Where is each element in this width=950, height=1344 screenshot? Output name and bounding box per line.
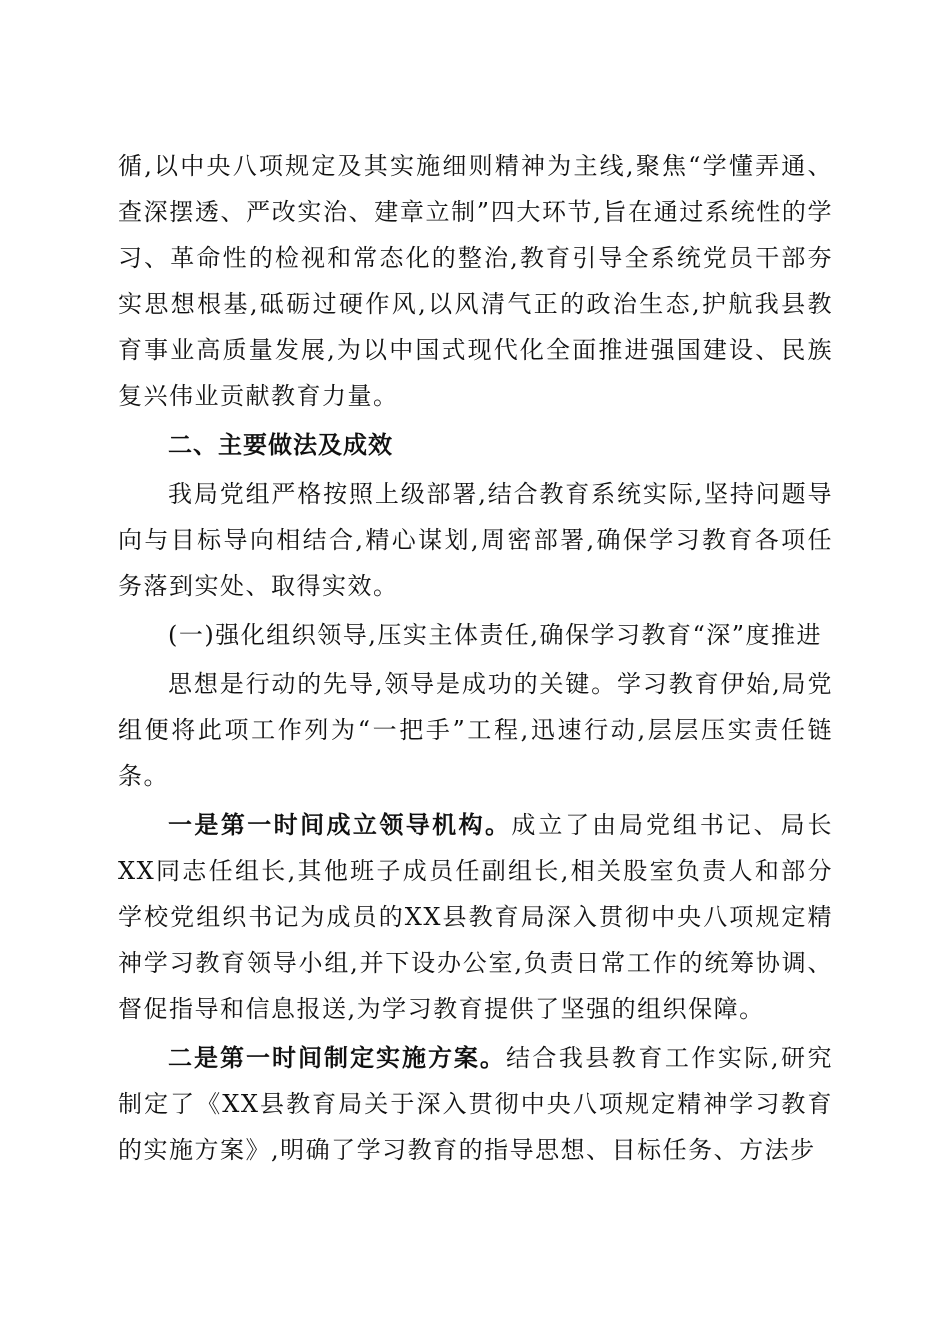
point-1-body: 成立了由局党组书记、局长XX同志任组长,其他班子成员任副组长,相关股室负责人和部分学校党组织书记为成员的XX县教育局深入贯彻中央八项规定精神学习教育领导小组,并下设办公室,负责日常工作的统筹协调、督促指导和信息报送,为学习教育提供了坚强的组织保障。 [118, 811, 834, 1023]
section-heading-2: 二、主要做法及成效 [168, 431, 393, 459]
paragraph-point-1 [118, 802, 833, 1032]
point-2-lead: 二是第一时间制定实施方案。 [168, 1044, 506, 1072]
subheading-1: (一)强化组织领导,压实主体责任,确保学习教育“深”度推进 [168, 621, 823, 649]
document-body [118, 143, 833, 1176]
point-2-body: 结合我县教育工作实际,研究制定了《XX县教育局关于深入贯彻中央八项规定精神学习教育的实施方案》,明确了学习教育的指导思想、目标任务、方法步 [118, 1044, 833, 1164]
paragraph-intro-continuation: 循,以中央八项规定及其实施细则精神为主线,聚焦“学懂弄通、查深摆透、严改实治、建章立制”四大环节,旨在通过系统性的学习、革命性的检视和常态化的整治,教育引导全系统党员干部夯实思想根基,砥砺过硬作风,以风清气正的政治生态,护航我县教育事业高质量发展,为以中国式现代化全面推进强国建设、民族复兴伟业贡献教育力量。 [118, 152, 833, 410]
paragraph-leadership: 思想是行动的先导,领导是成功的关键。学习教育伊始,局党组便将此项工作列为“一把手”工程,迅速行动,层层压实责任链条。 [118, 670, 833, 790]
point-1-lead: 一是第一时间成立领导机构。 [168, 811, 512, 839]
paragraph-point-2 [118, 1035, 833, 1173]
paragraph-section-2-intro: 我局党组严格按照上级部署,结合教育系统实际,坚持问题导向与目标导向相结合,精心谋划,周密部署,确保学习教育各项任务落到实处、取得实效。 [118, 480, 833, 600]
